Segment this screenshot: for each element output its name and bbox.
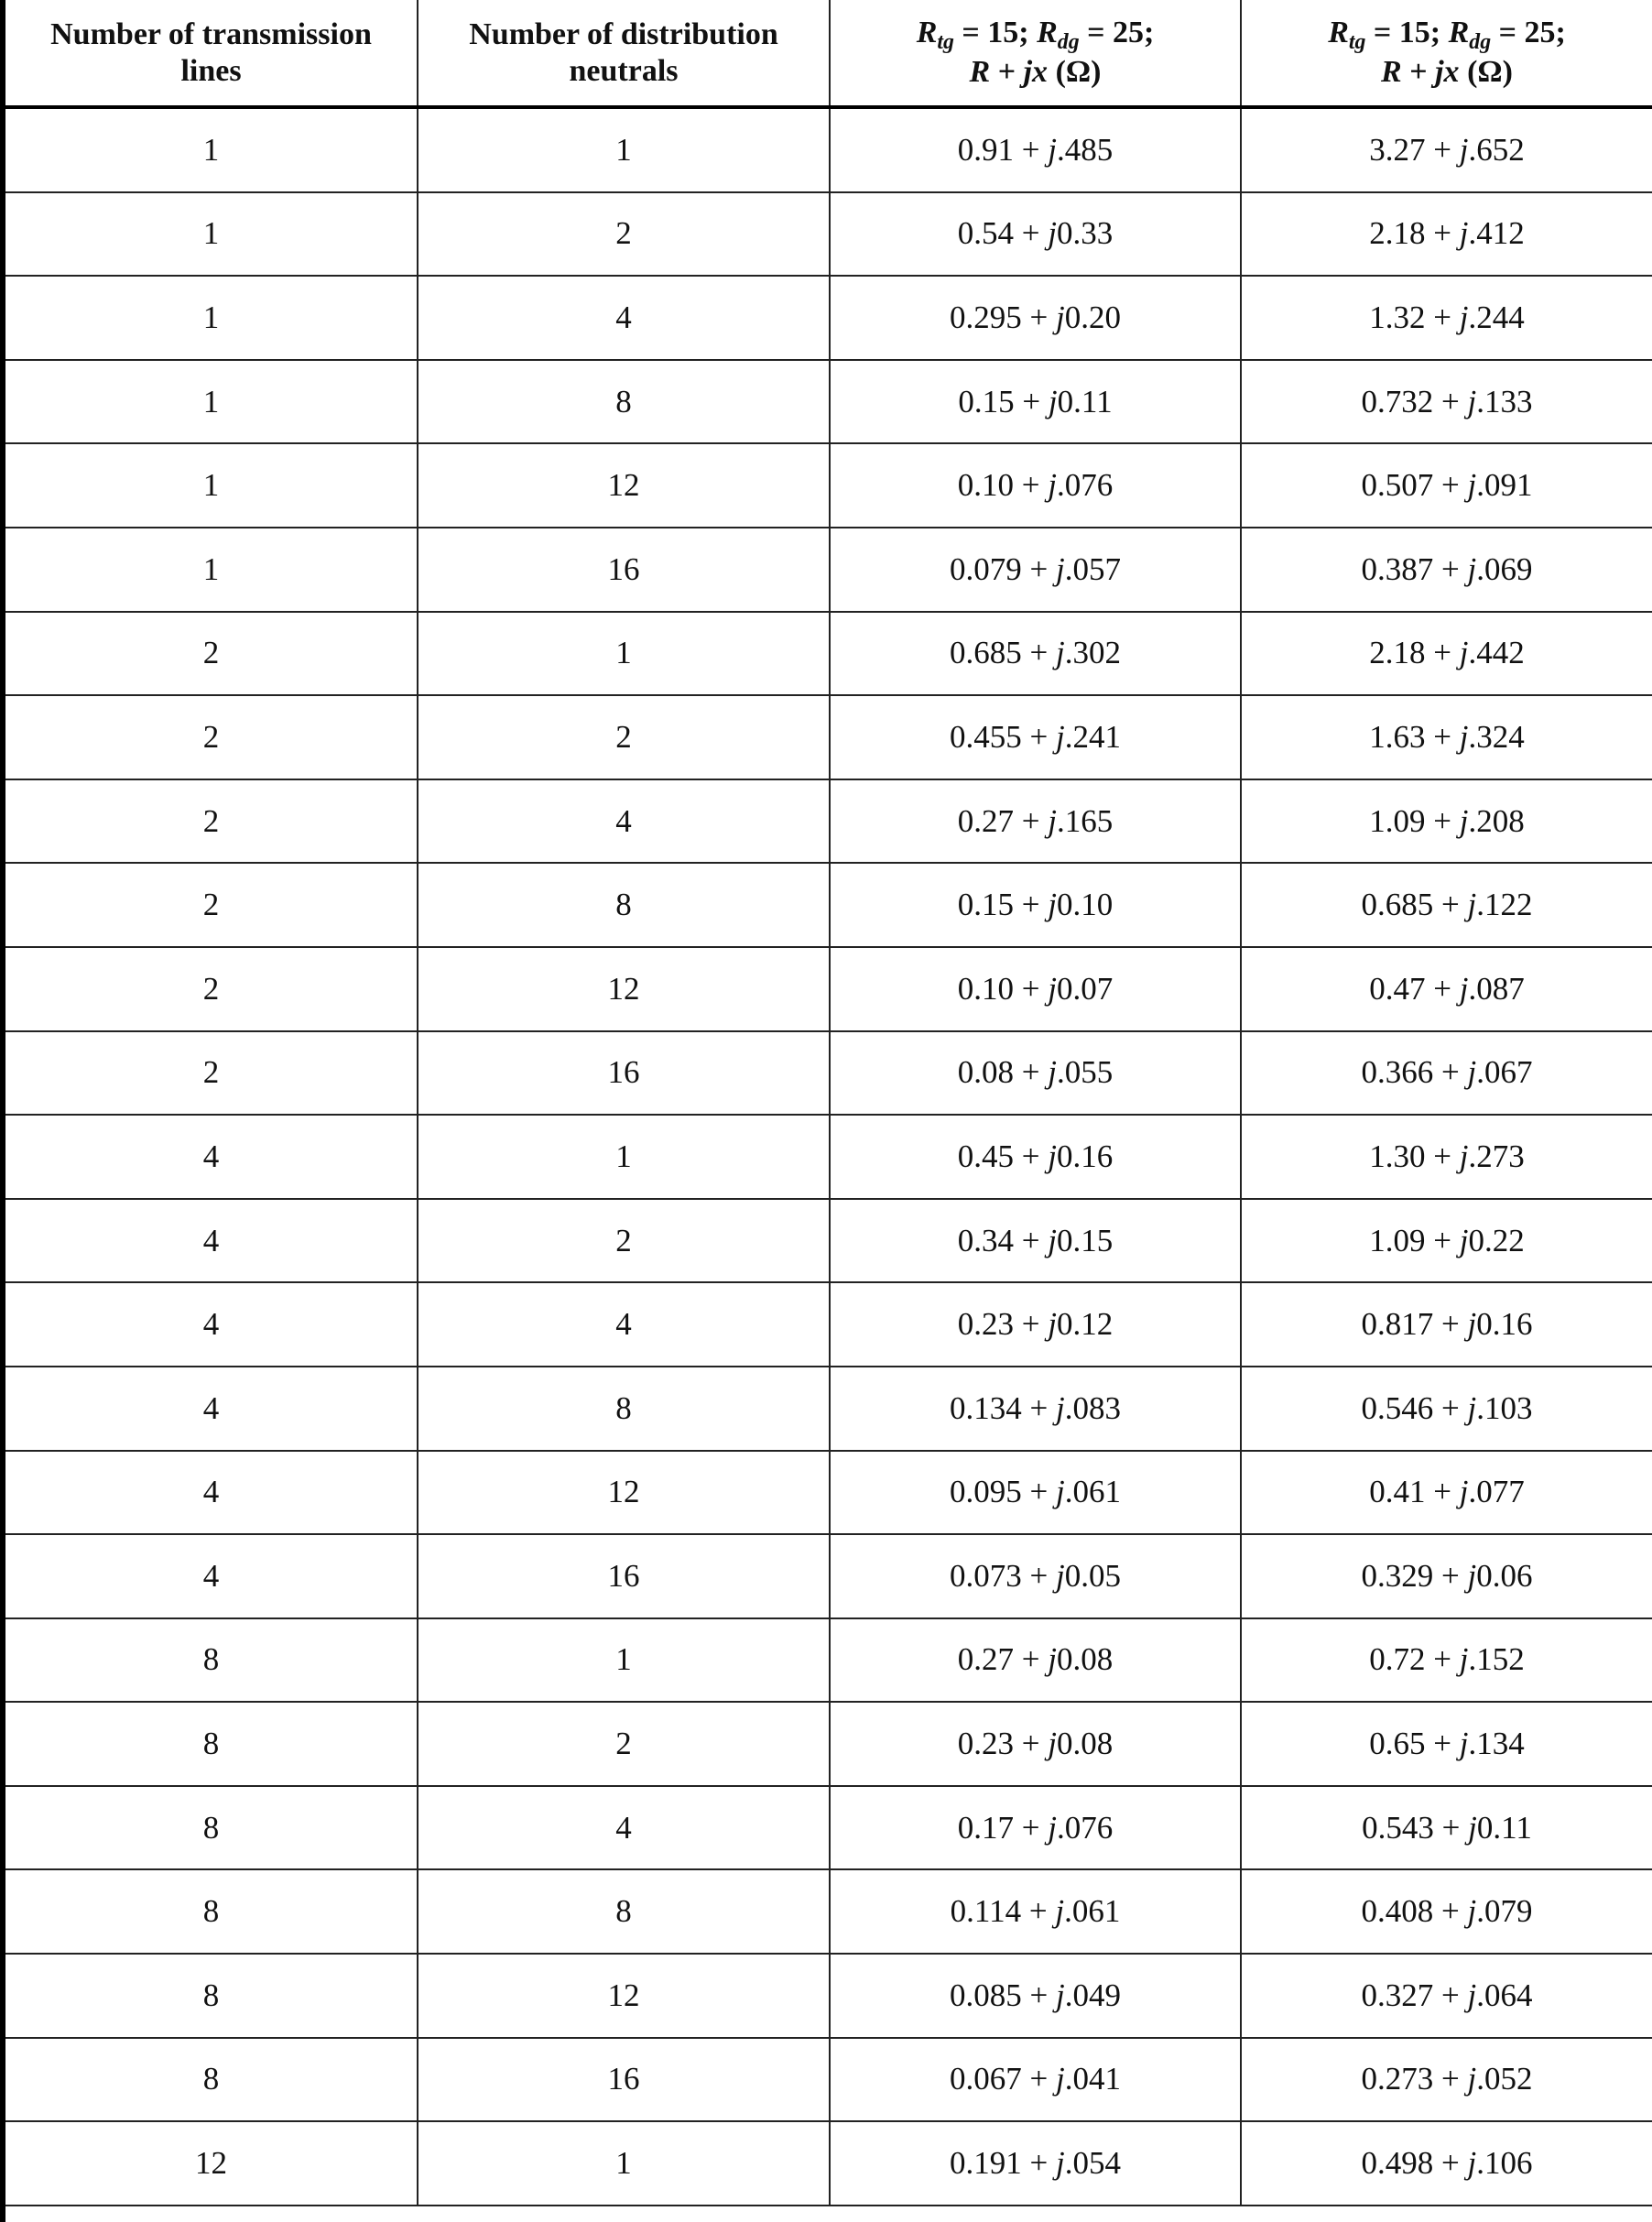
table-cell: 0.114 + j.061: [830, 1869, 1241, 1954]
header-impedance-2: $R_{tg} = 15$; $R_{dg} = 25$; R + jx (Ω): [1241, 0, 1652, 107]
table-cell: 16: [418, 528, 830, 612]
table-row: [5, 1367, 1652, 1451]
header-line: Number of distribution: [469, 16, 778, 51]
table-cell: 0.085 + j.049: [830, 1954, 1241, 2038]
table-cell: 8: [418, 863, 830, 947]
table-cell: 0.295 + j0.20: [830, 276, 1241, 360]
table-cell: 1: [418, 1115, 830, 1199]
table-cell: 1: [5, 192, 418, 277]
table-row: [5, 360, 1652, 444]
table-cell: 0.27 + j.165: [830, 779, 1241, 864]
header-line: lines: [180, 53, 242, 88]
table-cell: 0.23 + j0.08: [830, 1702, 1241, 1786]
table-cell: 12: [418, 947, 830, 1031]
table-cell: 8: [5, 1702, 418, 1786]
table-cell: 8: [5, 1786, 418, 1870]
table-cell: 2: [418, 695, 830, 779]
header-distribution-neutrals: [418, 0, 830, 107]
header-impedance-1: $R_{tg} = 15$; $R_{dg} = 25$; R + jx (Ω): [830, 0, 1241, 107]
table-cell: 2: [5, 1031, 418, 1116]
table-cell: 0.546 + j.103: [1241, 1367, 1652, 1451]
table-cell: 16: [418, 2038, 830, 2122]
table-row: [5, 1534, 1652, 1618]
table-row: [5, 1282, 1652, 1367]
table-cell: 4: [5, 1115, 418, 1199]
header-line: Number of transmission: [50, 16, 372, 51]
table-cell: 2: [5, 947, 418, 1031]
table-body: [5, 107, 1652, 2206]
table-cell: 1: [5, 107, 418, 192]
table-cell: 0.47 + j.087: [1241, 947, 1652, 1031]
table-cell: 0.191 + j.054: [830, 2121, 1241, 2206]
table-cell: 0.073 + j0.05: [830, 1534, 1241, 1618]
table-cell: 1: [5, 360, 418, 444]
table-cell: 8: [5, 2038, 418, 2122]
table-cell: 0.27 + j0.08: [830, 1618, 1241, 1703]
table-cell: 0.134 + j.083: [830, 1367, 1241, 1451]
table-cell: 0.91 + j.485: [830, 107, 1241, 192]
table-cell: 4: [5, 1199, 418, 1283]
table-cell: 8: [418, 1869, 830, 1954]
header-line: neutrals: [569, 53, 679, 88]
table-cell: 0.08 + j.055: [830, 1031, 1241, 1116]
table-cell: 12: [418, 1451, 830, 1535]
table-cell: 3.27 + j.652: [1241, 107, 1652, 192]
table-cell: 1: [418, 107, 830, 192]
table-cell: 1: [418, 612, 830, 696]
table-cell: 0.34 + j0.15: [830, 1199, 1241, 1283]
table-cell: 0.17 + j.076: [830, 1786, 1241, 1870]
table-row: [5, 1031, 1652, 1116]
table-row: [5, 1786, 1652, 1870]
table-cell: 0.72 + j.152: [1241, 1618, 1652, 1703]
table-row: [5, 192, 1652, 277]
table-row: [5, 1954, 1652, 2038]
table-cell: 4: [5, 1534, 418, 1618]
table-cell: 0.10 + j.076: [830, 443, 1241, 528]
table-cell: 0.387 + j.069: [1241, 528, 1652, 612]
table-cell: 2: [5, 695, 418, 779]
table-row: [5, 1869, 1652, 1954]
table-cell: 1: [418, 2121, 830, 2206]
table-cell: 0.23 + j0.12: [830, 1282, 1241, 1367]
table-cell: 4: [5, 1282, 418, 1367]
table-cell: 0.079 + j.057: [830, 528, 1241, 612]
table-cell: 1: [5, 276, 418, 360]
header-row: [5, 0, 1652, 107]
table-cell: 0.45 + j0.16: [830, 1115, 1241, 1199]
table-cell: 2: [5, 863, 418, 947]
table-cell: 2: [418, 1702, 830, 1786]
table-header: [5, 0, 1652, 107]
table-cell: 1.09 + j0.22: [1241, 1199, 1652, 1283]
impedance-table: [5, 0, 1652, 2206]
table-cell: 1.32 + j.244: [1241, 276, 1652, 360]
table-cell: 1: [5, 443, 418, 528]
table-row: [5, 1618, 1652, 1703]
table-cell: 12: [418, 443, 830, 528]
table-cell: 0.498 + j.106: [1241, 2121, 1652, 2206]
table-row: [5, 947, 1652, 1031]
table-cell: 8: [418, 1367, 830, 1451]
table-row: [5, 1199, 1652, 1283]
table-cell: 12: [418, 1954, 830, 2038]
table-cell: 8: [5, 1869, 418, 1954]
table-cell: 0.817 + j0.16: [1241, 1282, 1652, 1367]
table-cell: 2.18 + j.412: [1241, 192, 1652, 277]
table-cell: 0.15 + j0.10: [830, 863, 1241, 947]
table-cell: 1: [418, 1618, 830, 1703]
table-row: [5, 612, 1652, 696]
table-cell: 0.067 + j.041: [830, 2038, 1241, 2122]
table-cell: 0.327 + j.064: [1241, 1954, 1652, 2038]
table-cell: 8: [5, 1618, 418, 1703]
table-row: [5, 779, 1652, 864]
table-row: [5, 1115, 1652, 1199]
table-cell: 0.366 + j.067: [1241, 1031, 1652, 1116]
table-cell: 0.507 + j.091: [1241, 443, 1652, 528]
table-cell: 8: [5, 1954, 418, 2038]
table-row: [5, 1451, 1652, 1535]
table-cell: 16: [418, 1031, 830, 1116]
table-cell: 2: [418, 1199, 830, 1283]
table-cell: 4: [5, 1451, 418, 1535]
table-cell: 0.685 + j.122: [1241, 863, 1652, 947]
table-cell: 0.273 + j.052: [1241, 2038, 1652, 2122]
table-row: [5, 1702, 1652, 1786]
table-row: [5, 443, 1652, 528]
table-row: [5, 695, 1652, 779]
table-cell: 4: [418, 276, 830, 360]
table-cell: 1.63 + j.324: [1241, 695, 1652, 779]
table-cell: 0.732 + j.133: [1241, 360, 1652, 444]
table-cell: 4: [418, 779, 830, 864]
table-cell: 4: [418, 1282, 830, 1367]
table-row: [5, 2121, 1652, 2206]
table-cell: 0.41 + j.077: [1241, 1451, 1652, 1535]
table-row: [5, 528, 1652, 612]
table-cell: 1: [5, 528, 418, 612]
table-cell: 0.455 + j.241: [830, 695, 1241, 779]
table-cell: 12: [5, 2121, 418, 2206]
table-cell: 0.65 + j.134: [1241, 1702, 1652, 1786]
table-cell: 2: [418, 192, 830, 277]
table-cell: 0.095 + j.061: [830, 1451, 1241, 1535]
table-cell: 2: [5, 612, 418, 696]
table-cell: 1.09 + j.208: [1241, 779, 1652, 864]
table-cell: 8: [418, 360, 830, 444]
table-row: [5, 276, 1652, 360]
table-cell: 0.15 + j0.11: [830, 360, 1241, 444]
table-cell: 2: [5, 779, 418, 864]
table-cell: 0.408 + j.079: [1241, 1869, 1652, 1954]
table-cell: 0.10 + j0.07: [830, 947, 1241, 1031]
table-cell: 4: [5, 1367, 418, 1451]
table-cell: 0.329 + j0.06: [1241, 1534, 1652, 1618]
table-cell: 0.685 + j.302: [830, 612, 1241, 696]
table-row: [5, 863, 1652, 947]
table-row: [5, 2038, 1652, 2122]
table-cell: 1.30 + j.273: [1241, 1115, 1652, 1199]
header-transmission-lines: [5, 0, 418, 107]
table-cell: 16: [418, 1534, 830, 1618]
table-cell: 4: [418, 1786, 830, 1870]
table-row: [5, 107, 1652, 192]
table-cell: 2.18 + j.442: [1241, 612, 1652, 696]
table-cell: 0.54 + j0.33: [830, 192, 1241, 277]
table-cell: 0.543 + j0.11: [1241, 1786, 1652, 1870]
